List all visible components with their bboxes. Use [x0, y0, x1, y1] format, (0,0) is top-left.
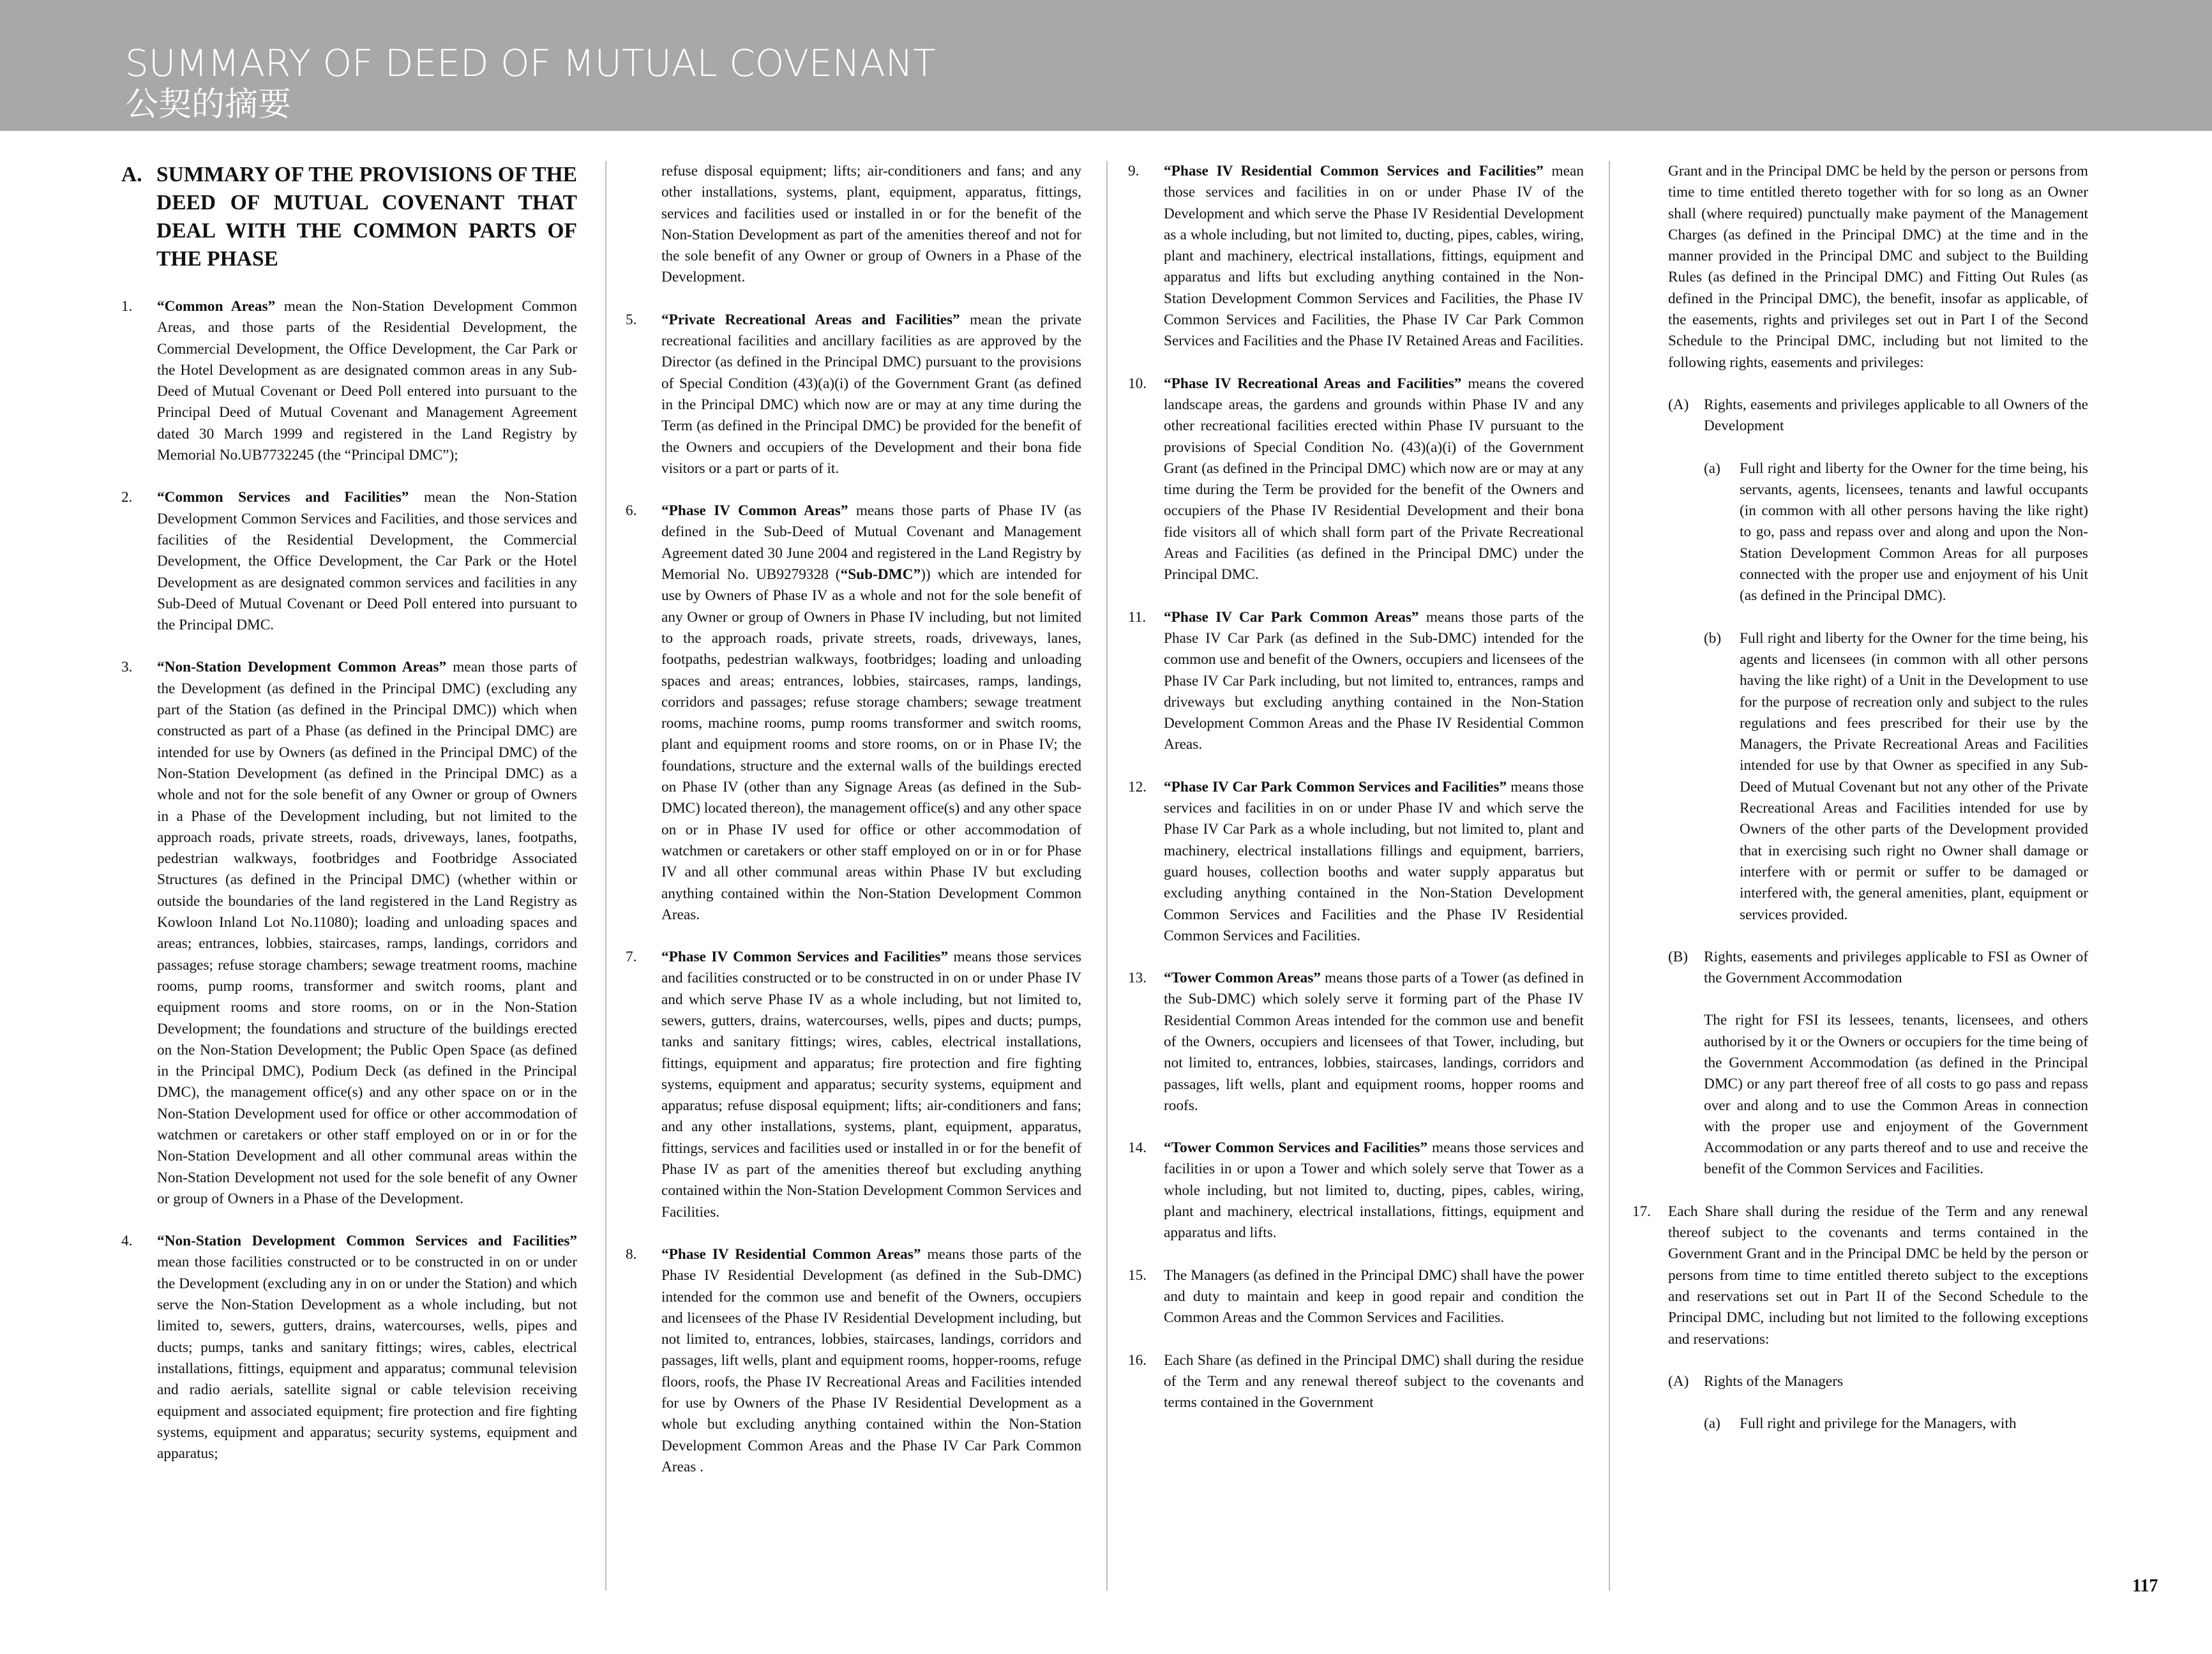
- clause-text: mean those parts of the Development (as defined in the Principal DMC) (excluding any part of the Station (as defined in the Principal DMC)) which when constructed as part of a Phase (as defined in the Principal DMC) are intended for use by Owners (as defined in the Principal DMC) of the Non-Station Development (as defined in the Principal DMC) as a whole and not for the sole benefit of any Owner or group of Owners in a Phase of the Development including, but not limited to the approach roads, private streets, roads, driveways, lanes, footpaths, pedestrian walkways, footbridges and Footbridge Associated Structures (as defined in the Principal DMC) (whether within or outside the boundaries of the land registered in the Land Registry as Kowloon Inland Lot No.11080); loading and unloading spaces and areas; entrances, lobbies, staircases, ramps, landings, corridors and passages; refuse storage chambers; sewage treatment rooms, machine rooms, pump rooms, transformer and switch rooms, plant and equipment rooms and store rooms, on or in the Non-Station Development; the foundations and structure of the buildings erected on the Non-Station Development; the Public Open Space (as defined in the Principal DMC), Podium Deck (as defined in the Principal DMC), the management office(s) and any other space on or in the Non-Station Development used for office or other accommodation of watchmen or caretakers or other staff employed on or in or for the Non-Station Development and all other communal areas within the Non-Station Development not used for the sole benefit of any Owner or group of Owners in a Phase of the Development.: [157, 659, 577, 1207]
- clause-8: [626, 1244, 1081, 1478]
- clause-number: 16.: [1128, 1351, 1147, 1369]
- subclause-17-A-a: [1632, 1413, 2088, 1434]
- subclause-text: Full right and privilege for the Managers, with: [1740, 1415, 2017, 1432]
- clause-text: mean those facilities constructed or to be constructed in on or under the Development (excluding any in on or under the Station) and which serve the Non-Station Development as a whole including, but not limited to, sewers, gutters, drains, watercourses, wells, pipes and ducts; pumps, tanks and sanitary fittings; wires, cables, electrical installations, fittings, equipment and apparatus; communal television and radio aerials, satellite signal or cable television receiving equipment and associated equipment; fire protection and fire fighting systems, equipment and apparatus; security systems, equipment and apparatus;: [157, 1254, 577, 1462]
- clause-text: means those services and facilities constructed or to be constructed in on or under Phase IV and which serve Phase IV as a whole including, but not limited to, sewers, gutters, drains, watercourses, wells, pipes and ducts; pumps, tanks and sanitary fittings; wires, cables, electrical installations, fittings, equipment and apparatus; fire protection and fire fighting systems, equipment and apparatus; security systems, equipment and apparatus; refuse disposal equipment; lifts; air-conditioners and fans; and any other installations, systems, plant, equipment, apparatus, fittings, services and facilities used or installed in or for the benefit of Phase IV as part of the amenities thereof but excluding anything contained within the Non-Station Development Common Services and Facilities.: [661, 949, 1081, 1221]
- clause-16: [1128, 1350, 1584, 1414]
- clause-10: [1128, 373, 1584, 586]
- clause-text: means those parts of the Phase IV Car Park (as defined in the Sub-DMC) intended for the common use and benefit of the Owners, occupiers and licensees of the Phase IV Car Park including, but not limited to, entrances, ramps and driveways but excluding anything contained in the Non-Station Development Common Areas and the Phase IV Residential Common Areas.: [1164, 608, 1584, 753]
- section-heading: [121, 161, 577, 273]
- subclause-16-B: [1632, 947, 2088, 989]
- header-banner: [0, 0, 2212, 131]
- section-title: SUMMARY OF THE PROVISIONS OF THE DEED OF MUTUAL COVENANT THAT DEAL WITH THE COMMON PARTS OF THE PHASE: [156, 163, 577, 271]
- clause-number: 6.: [626, 502, 637, 520]
- clause-9: [1128, 161, 1584, 352]
- column-2: [626, 161, 1081, 1597]
- clause-text: means those parts of Phase IV (as defined in the Sub-Deed of Mutual Covenant and Management Agreement dated 30 June 2004 and registered in the Land Registry by Memorial No. UB9279328 (: [661, 502, 1081, 583]
- subclause-16-A: [1632, 395, 2088, 437]
- clause-number: 4.: [121, 1233, 133, 1250]
- clause-17: [1632, 1201, 2088, 1350]
- defined-term: “Common Areas”: [157, 298, 276, 315]
- defined-term: “Sub-DMC”: [840, 566, 921, 583]
- defined-term: “Phase IV Car Park Common Areas”: [1164, 608, 1419, 626]
- subclause-16-A-a: [1632, 458, 2088, 607]
- subclause-label: (B): [1668, 948, 1689, 965]
- subclause-label: (a): [1704, 460, 1720, 477]
- clause-15: [1128, 1265, 1584, 1329]
- clause-number: 8.: [626, 1245, 637, 1263]
- clause-2: [121, 487, 577, 636]
- clause-3: [121, 657, 577, 1210]
- column-1: [121, 161, 577, 1597]
- clause-4-continued: refuse disposal equipment; lifts; air-conditioners and fans; and any other installations, systems, plant, equipment, apparatus, fittings, services and facilities used or installed in or for the benefit of the Non-Station Development as part of the amenities thereof and not for the sole benefit of any Owner or group of Owners in a Phase of the Development.: [661, 163, 1081, 286]
- clause-text: Each Share (as defined in the Principal DMC) shall during the residue of the Term and any renewal thereof subject to the covenants and terms contained in the Government: [1164, 1351, 1584, 1411]
- subclause-label: (b): [1704, 629, 1722, 647]
- clause-16-continued: Grant and in the Principal DMC be held by the person or persons from time to time entitled thereto together with for so long as an Owner shall (where required) punctually make payment of the Management Charges (as defined in the Principal DMC) at the time and in the manner provided in the Principal DMC and subject to the Building Rules (as defined in the Principal DMC) and Fitting Out Rules (as defined in the Principal DMC), the benefit, insofar as applicable, of the easements, rights and privileges set out in Part I of the Second Schedule to the Principal DMC, including but not limited to the following rights, easements and privileges:: [1668, 163, 2088, 371]
- clause-text: means those parts of the Phase IV Residential Development (as defined in the Sub-DMC) intended for the common use and benefit of the Owners, occupiers and licensees of the Phase IV Residential Development including, but not limited to, entrances, lobbies, staircases, landings, corridors and passages, lift wells, plant and equipment rooms, hopper-rooms, refuge floors, roofs, the Phase IV Recreational Areas and Facilities intended for use by Owners of the Phase IV Residential Development as a whole but excluding anything contained within the Non-Station Development Common Areas and the Phase IV Car Park Common Areas .: [661, 1245, 1081, 1475]
- subclause-17-A: [1632, 1371, 2088, 1392]
- clause-number: 14.: [1128, 1139, 1147, 1157]
- section-label: A.: [121, 163, 142, 186]
- page-title: SUMMARY OF DEED OF MUTUAL COVENANT: [125, 41, 936, 85]
- defined-term: “Phase IV Residential Common Areas”: [661, 1245, 921, 1263]
- subclause-16-A-b: [1632, 628, 2088, 926]
- clause-number: 11.: [1128, 608, 1147, 626]
- defined-term: “Phase IV Car Park Common Services and Facilities”: [1164, 778, 1507, 795]
- defined-term: “Phase IV Recreational Areas and Facilities”: [1164, 375, 1462, 392]
- clause-number: 17.: [1632, 1203, 1651, 1220]
- clause-text: )) which are intended for use by Owners of Phase IV as a whole and not for the sole benefit of any Owner or group of Owners in Phase IV including, but not limited to the approach roads, private streets, roads, driveways, lanes, footpaths, pedestrian walkways, footbridges; loading and unloading spaces and areas; entrances, lobbies, staircases, ramps, landings, corridors and passages; refuse storage chambers; sewage treatment rooms, machine rooms, pump rooms transformer and switch rooms, plant and equipment rooms and store rooms, on or in Phase IV; the foundations, structure and the external walls of the buildings erected on Phase IV (other than any Signage Areas (as defined in the Sub-DMC) located thereon), the management office(s) and any other space on or in Phase IV used for office or other accommodation of watchmen or caretakers or other staff employed on or in or for Phase IV and all other communal areas within Phase IV but excluding anything contained within the Non-Station Development Common Areas.: [661, 566, 1081, 923]
- column-divider: [605, 161, 606, 1591]
- clause-text: means those parts of a Tower (as defined in the Sub-DMC) which solely serve it forming part of the Phase IV Residential Common Areas intended for the common use and benefit of the Owners, occupiers and licensees of that Tower, including, but not limited to, entrances, lobbies, staircases, landings, corridors and passages, lift wells, plant and equipment rooms, hopper rooms and roofs.: [1164, 970, 1584, 1114]
- clause-11: [1128, 607, 1584, 756]
- clause-1: [121, 296, 577, 466]
- column-divider: [1106, 161, 1108, 1591]
- clause-text: mean those services and facilities in on or under Phase IV of the Development and which serve the Phase IV Residential Development as a whole including, but not limited to, ducting, pipes, cables, wiring, plant and machinery, electrical installations, fittings, equipment and apparatus and lifts but excluding anything contained in the Non-Station Development Common Services and Facilities, the Phase IV Common Services and Facilities, the Phase IV Car Park Common Services and Facilities and the Phase IV Retained Areas and Facilities.: [1164, 163, 1584, 350]
- clause-number: 5.: [626, 311, 637, 328]
- defined-term: “Non-Station Development Common Areas”: [157, 659, 447, 676]
- clause-text: means those services and facilities in on or under Phase IV and which serve the Phase IV Car Park as a whole including, but not limited to, plant and machinery, electrical installations fillings and equipment, barriers, guard houses, collection booths and water supply apparatus but excluding anything contained in the Non-Station Development Common Services and Facilities and the Phase IV Residential Common Services and Facilities.: [1164, 778, 1584, 944]
- clause-text: means those services and facilities in or upon a Tower and which solely serve that Tower as a whole including, but not limited to, ducting, pipes, cables, wiring, plant and machinery, electrical installations, fittings, equipment and apparatus and lifts.: [1164, 1139, 1584, 1242]
- subclause-text: Rights, easements and privileges applicable to all Owners of the Development: [1704, 396, 2088, 435]
- clause-text: mean the private recreational facilities and ancillary facilities as are approved by the Director (as defined in the Principal DMC) pursuant to the provisions of Special Condition (43)(a)(i) of the Government Grant (as defined in the Principal DMC) which now are or may at any time during the Term (as defined in the Principal DMC) be provided for the benefit of the Owners and occupiers of the Development and their bona fide visitors or a part or parts of it.: [661, 311, 1081, 477]
- clause-text: Each Share shall during the residue of the Term and any renewal thereof subject to the covenants and terms contained in the Government Grant and in the Principal DMC be held by the person or persons from time to time entitled thereto subject to the exceptions and reservations set out in Part II of the Second Schedule to the Principal DMC, including but not limited to the following exceptions and reservations:: [1668, 1203, 2088, 1348]
- clause-text: means the covered landscape areas, the gardens and grounds within Phase IV and any other recreational facilities erected within Phase IV pursuant to the provisions of Special Condition No. (43)(a)(i) of the Government Grant (as defined in the Principal DMC) which now are or may at any time during the Term be provided for the benefit of the Owners and occupiers of the Phase IV Residential Development and their bona fide visitors all of which shall form part of the Private Recreational Areas and Facilities (as defined in the Principal DMC) under the Principal DMC.: [1164, 375, 1584, 583]
- clause-12: [1128, 777, 1584, 947]
- clause-text: mean the Non-Station Development Common Services and Facilities, and those services and facilities of the Residential Development, the Commercial Development, the Office Development, the Car Park or the Hotel Development as are designated common services and facilities in any Sub-Deed of Mutual Covenant or Deed Poll entered into pursuant to the Principal DMC.: [157, 489, 577, 634]
- subclause-text: Full right and liberty for the Owner for the time being, his agents and licensees (in common with all other persons having the like right) of a Unit in the Development to use for the purpose of recreation only and subject to the rules regulations and fees prescribed for their use by the Managers, the Private Recreational Areas and Facilities intended for use by that Owner as specified in any Sub-Deed of Mutual Covenant but not any other of the Private Recreational Areas and Facilities intended for use by Owners of the other parts of the Development provided that in exercising such right no Owner shall damage or interfere with or permit or suffer to be damaged or interfered with, the general amenities, plant, equipment or services provided.: [1740, 629, 2088, 923]
- subclause-text: Full right and liberty for the Owner for the time being, his servants, agents, licensees, tenants and lawful occupants (in common with all other persons having the like right) to go, pass and repass over and along and upon the Non-Station Development Common Areas for all purposes connected with the proper use and enjoyment of his Unit (as defined in the Principal DMC).: [1740, 460, 2088, 605]
- clause-number: 1.: [121, 298, 133, 315]
- subclause-label: (A): [1668, 396, 1689, 413]
- clause-number: 2.: [121, 489, 133, 506]
- page-number: 117: [2132, 1576, 2158, 1596]
- clause-number: 12.: [1128, 778, 1147, 795]
- clause-text: The Managers (as defined in the Principal DMC) shall have the power and duty to maintain and keep in good repair and condition the Common Areas and the Common Services and Facilities.: [1164, 1267, 1584, 1327]
- defined-term: “Common Services and Facilities”: [157, 489, 409, 506]
- clause-14: [1128, 1138, 1584, 1244]
- clause-number: 13.: [1128, 970, 1147, 987]
- clause-number: 15.: [1128, 1267, 1147, 1284]
- defined-term: “Non-Station Development Common Services and Facilities”: [157, 1233, 577, 1250]
- page-subtitle-chinese: 公契的摘要: [125, 86, 292, 124]
- clause-5: [626, 310, 1081, 479]
- clause-number: 3.: [121, 659, 133, 676]
- defined-term: “Phase IV Common Services and Facilities”: [661, 949, 949, 966]
- column-3: [1128, 161, 1584, 1597]
- clause-7: [626, 947, 1081, 1223]
- subclause-text: Rights of the Managers: [1704, 1372, 1844, 1390]
- defined-term: “Phase IV Residential Common Services and Facilities”: [1164, 163, 1544, 179]
- subclause-label: (A): [1668, 1372, 1689, 1390]
- clause-number: 10.: [1128, 375, 1147, 392]
- defined-term: “Tower Common Areas”: [1164, 970, 1321, 987]
- clause-text: mean the Non-Station Development Common Areas, and those parts of the Residential Development, the Commercial Development, the Office Development, the Car Park or the Hotel Development as are designated common areas in any Sub-Deed of Mutual Covenant or Deed Poll entered into pursuant to the Principal Deed of Mutual Covenant and Management Agreement dated 30 March 1999 and registered in the Land Registry by Memorial No.UB7732245 (the “Principal DMC”);: [157, 298, 577, 464]
- defined-term: “Tower Common Services and Facilities”: [1164, 1139, 1428, 1157]
- clause-13: [1128, 968, 1584, 1116]
- clause-4: [121, 1231, 577, 1464]
- column-divider: [1609, 161, 1610, 1591]
- subclause-16-B-paragraph: The right for FSI its lessees, tenants, licensees, and others authorised by it or the Owners or occupiers for the time being of the Government Accommodation (as defined in the Principal DMC) or any part thereof free of all costs to go pass and repass over and along and to use the Common Areas in connection with the proper use and enjoyment of the Government Accommodation or any parts thereof and to use and receive the benefit of the Common Services and Facilities.: [1704, 1012, 2088, 1178]
- defined-term: “Phase IV Common Areas”: [661, 502, 848, 520]
- clause-number: 7.: [626, 949, 637, 966]
- column-4: [1632, 161, 2088, 1597]
- defined-term: “Private Recreational Areas and Facilities”: [661, 311, 960, 328]
- subclause-text: Rights, easements and privileges applicable to FSI as Owner of the Government Accommodation: [1704, 948, 2088, 987]
- subclause-label: (a): [1704, 1415, 1720, 1432]
- clause-number: 9.: [1128, 163, 1140, 179]
- clause-6: [626, 500, 1081, 926]
